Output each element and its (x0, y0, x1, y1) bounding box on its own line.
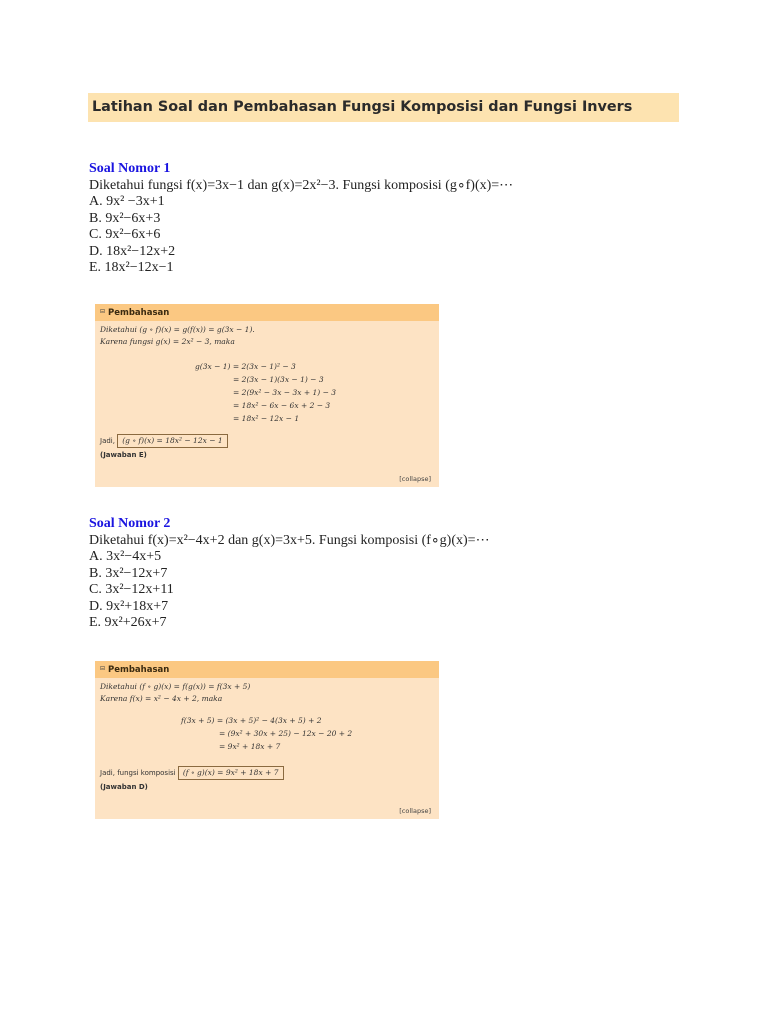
collapse-toggle-icon[interactable]: ⊟ (100, 308, 106, 315)
collapse-toggle-icon[interactable]: ⊟ (100, 665, 106, 672)
solution-panel-2 (95, 661, 439, 819)
solution-step: = 18x² − 12x − 1 (233, 414, 300, 423)
option-b: B. 3x²−12x+7 (89, 565, 168, 581)
solution-header[interactable] (95, 661, 439, 678)
title-banner (88, 93, 679, 122)
solution-step: = 2(9x² − 3x − 3x + 1) − 3 (233, 388, 337, 397)
option-c: C. 9x²−6x+6 (89, 227, 161, 242)
option-e: E. 18x²−12x−1 (89, 260, 174, 275)
solution-conclusion (100, 766, 284, 780)
option-a: A. 3x²−4x+5 (89, 549, 162, 564)
solution-premise: Karena fungsi g(x) = 2x² − 3, maka (100, 337, 235, 346)
option-c: C. 3x²−12x+11 (89, 582, 174, 597)
question-heading: Soal Nomor 1 (89, 161, 171, 176)
conclusion-box: (f ∘ g)(x) = 9x² + 18x + 7 (178, 766, 284, 780)
option-e: E. 9x²+26x+7 (89, 615, 167, 630)
solution-premise: Karena f(x) = x² − 4x + 2, maka (100, 694, 223, 703)
solution-given: Diketahui (g ∘ f)(x) = g(f(x)) = g(3x − 1). (100, 325, 255, 334)
solution-conclusion (100, 434, 228, 448)
page-title: Latihan Soal dan Pembahasan Fungsi Komposisi dan Fungsi Invers (92, 99, 633, 115)
conclusion-box: (g ∘ f)(x) = 18x² − 12x − 1 (117, 434, 227, 448)
solution-panel-1 (95, 304, 439, 487)
collapse-link[interactable]: [collapse] (399, 475, 431, 483)
question-prompt: Diketahui fungsi f(x)=3x−1 dan g(x)=2x²−3. Fungsi komposisi (g∘f)(x)=⋯ (89, 177, 514, 193)
solution-step: = 2(3x − 1)(3x − 1) − 3 (233, 375, 324, 384)
solution-step: = 9x² + 18x + 7 (219, 742, 281, 751)
option-d: D. 18x²−12x+2 (89, 243, 176, 259)
solution-label: Pembahasan (108, 308, 170, 318)
question-1 (89, 161, 689, 277)
solution-header[interactable] (95, 304, 439, 321)
option-b: B. 9x²−6x+3 (89, 210, 161, 226)
solution-step: = (9x² + 30x + 25) − 12x − 20 + 2 (219, 729, 353, 738)
option-d: D. 9x²+18x+7 (89, 598, 169, 614)
solution-step: g(3x − 1) = 2(3x − 1)² − 3 (195, 362, 296, 371)
conclusion-prefix: Jadi, fungsi komposisi (100, 769, 176, 777)
solution-step: = 18x² − 6x − 6x + 2 − 3 (233, 401, 331, 410)
question-prompt: Diketahui f(x)=x²−4x+2 dan g(x)=3x+5. Fungsi komposisi (f∘g)(x)=⋯ (89, 532, 490, 548)
collapse-link[interactable]: [collapse] (399, 807, 431, 815)
answer-label: (Jawaban E) (100, 451, 147, 459)
solution-step: f(3x + 5) = (3x + 5)² − 4(3x + 5) + 2 (181, 716, 322, 725)
option-a: A. 9x² −3x+1 (89, 194, 165, 209)
solution-given: Diketahui (f ∘ g)(x) = f(g(x)) = f(3x + 5) (100, 682, 251, 691)
question-2 (89, 516, 689, 632)
question-heading: Soal Nomor 2 (89, 516, 171, 531)
answer-label: (Jawaban D) (100, 783, 148, 791)
conclusion-prefix: Jadi, (100, 437, 115, 445)
solution-label: Pembahasan (108, 665, 170, 675)
